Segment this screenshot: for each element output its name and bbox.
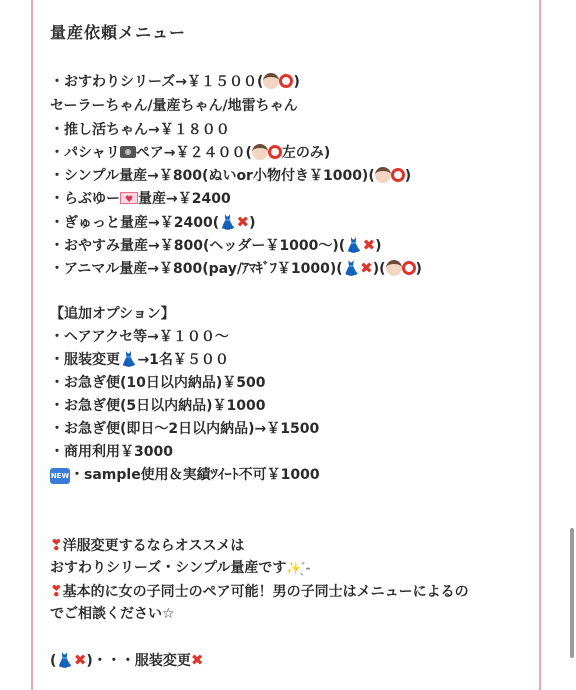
menu-line-pashari — [50, 143, 330, 163]
line-text: ・らぶゆー — [50, 191, 120, 207]
line-text: ・お急ぎ便(即日〜2日以内納品)→￥1500 — [50, 421, 320, 437]
exclamation-icon: ❣ — [50, 582, 63, 600]
line-text: ) — [415, 261, 422, 277]
red-cross-icon: ✖ — [73, 651, 87, 669]
dress-icon: 👗 — [56, 653, 74, 669]
line-text: ・服装変更 — [50, 352, 120, 368]
line-text: ・推し活ちゃん→￥１８００ — [50, 122, 230, 138]
menu-line-simple — [50, 166, 411, 186]
line-text: ・パシャリ — [50, 145, 120, 161]
red-cross-icon: ✖ — [362, 236, 376, 254]
dress-icon: 👗 — [345, 238, 363, 254]
scrollbar-thumb[interactable] — [570, 528, 574, 658]
boy-face-icon — [386, 260, 402, 276]
boy-face-icon — [252, 144, 268, 160]
camera-flash-icon — [120, 146, 136, 158]
dress-icon: 👗 — [120, 352, 138, 368]
menu-line-loveyou — [50, 189, 231, 209]
new-badge-icon: NEW — [50, 468, 70, 484]
red-circle-icon — [279, 74, 293, 88]
line-text: ) — [249, 215, 256, 231]
line-text: ) — [375, 238, 382, 254]
line-text: ・アニマル量産→￥800(pay/ｱﾏｷﾞﾌ￥1000)( — [50, 261, 343, 277]
line-text: ・商用利用￥3000 — [50, 444, 173, 460]
boy-face-icon — [375, 167, 391, 183]
red-circle-icon — [268, 145, 282, 159]
option-rush-sameday — [50, 419, 319, 439]
scrollbar[interactable] — [568, 0, 576, 680]
line-text: )・・・服装変更 — [86, 653, 191, 669]
line-text: ) — [293, 74, 300, 90]
red-cross-icon: ✖ — [190, 651, 204, 669]
menu-line-osuwari — [50, 72, 300, 92]
line-text: 基本的に女の子同士のペア可能！男の子同士はメニューによるの — [62, 584, 469, 600]
line-text: ・ぎゅっと量産→￥2400( — [50, 215, 220, 231]
note-consult — [50, 604, 175, 624]
options-heading — [50, 304, 175, 324]
note-pair — [50, 581, 469, 602]
red-circle-icon — [391, 168, 405, 182]
boy-face-icon — [263, 73, 279, 89]
option-outfit-change — [50, 350, 229, 370]
line-text: でご相談ください☆ — [50, 606, 175, 622]
note-recommend-series — [50, 558, 311, 578]
line-text: ・ヘアアクセ等→￥１００〜 — [50, 329, 229, 345]
line-text: )( — [372, 261, 386, 277]
line-text: ・お急ぎ便(5日以内納品)￥1000 — [50, 398, 266, 414]
menu-line-oshikatsu — [50, 120, 230, 140]
line-text: 量産→￥2400 — [138, 191, 231, 207]
line-text: ・お急ぎ便(10日以内納品)￥500 — [50, 375, 266, 391]
line-text: 洋服変更するならオススメは — [62, 538, 245, 554]
menu-line-gyutto — [50, 212, 256, 233]
red-cross-icon: ✖ — [236, 213, 250, 231]
line-text: ・sample使用＆実績ﾂｲｰﾄ不可￥1000 — [70, 467, 320, 483]
dress-icon: 👗 — [342, 261, 361, 277]
line-text: ペア→￥２４００( — [135, 145, 252, 161]
red-cross-icon: ✖ — [360, 259, 373, 277]
love-letter-icon — [120, 192, 138, 204]
exclamation-icon: ❣ — [50, 536, 63, 554]
legend-outfit-change — [50, 650, 203, 671]
sparkle-icon: ✨ ̖́- — [286, 561, 311, 575]
line-text: セーラーちゃん/量産ちゃん/地雷ちゃん — [50, 98, 298, 114]
line-text: ・おやすみ量産→￥800(ヘッダー￥1000〜)( — [50, 238, 346, 254]
note-recommend — [50, 535, 244, 556]
dress-icon: 👗 — [219, 215, 237, 231]
line-text: ( — [50, 653, 57, 669]
line-text: →1名￥５００ — [137, 352, 229, 368]
option-rush-10days — [50, 373, 266, 393]
line-text: ・おすわりシリーズ→￥１５００( — [50, 74, 264, 90]
option-hair-accessory — [50, 327, 229, 347]
page-title: 量産依頼メニュー — [50, 23, 187, 42]
line-text: おすわりシリーズ・シンプル量産です — [50, 560, 287, 576]
menu-line-variants — [50, 96, 298, 116]
line-text: ) — [404, 168, 412, 184]
option-rush-5days — [50, 396, 266, 416]
line-text: 左のみ) — [281, 145, 331, 161]
menu-line-oyasumi — [50, 235, 382, 256]
option-commercial — [50, 442, 173, 462]
menu-line-animal — [50, 258, 422, 279]
option-sample-usage — [50, 465, 320, 485]
red-circle-icon — [402, 261, 416, 275]
line-text: ・シンプル量産→￥800(ぬいor小物付き￥1000)( — [50, 168, 375, 184]
line-text: 【追加オプション】 — [50, 306, 175, 322]
